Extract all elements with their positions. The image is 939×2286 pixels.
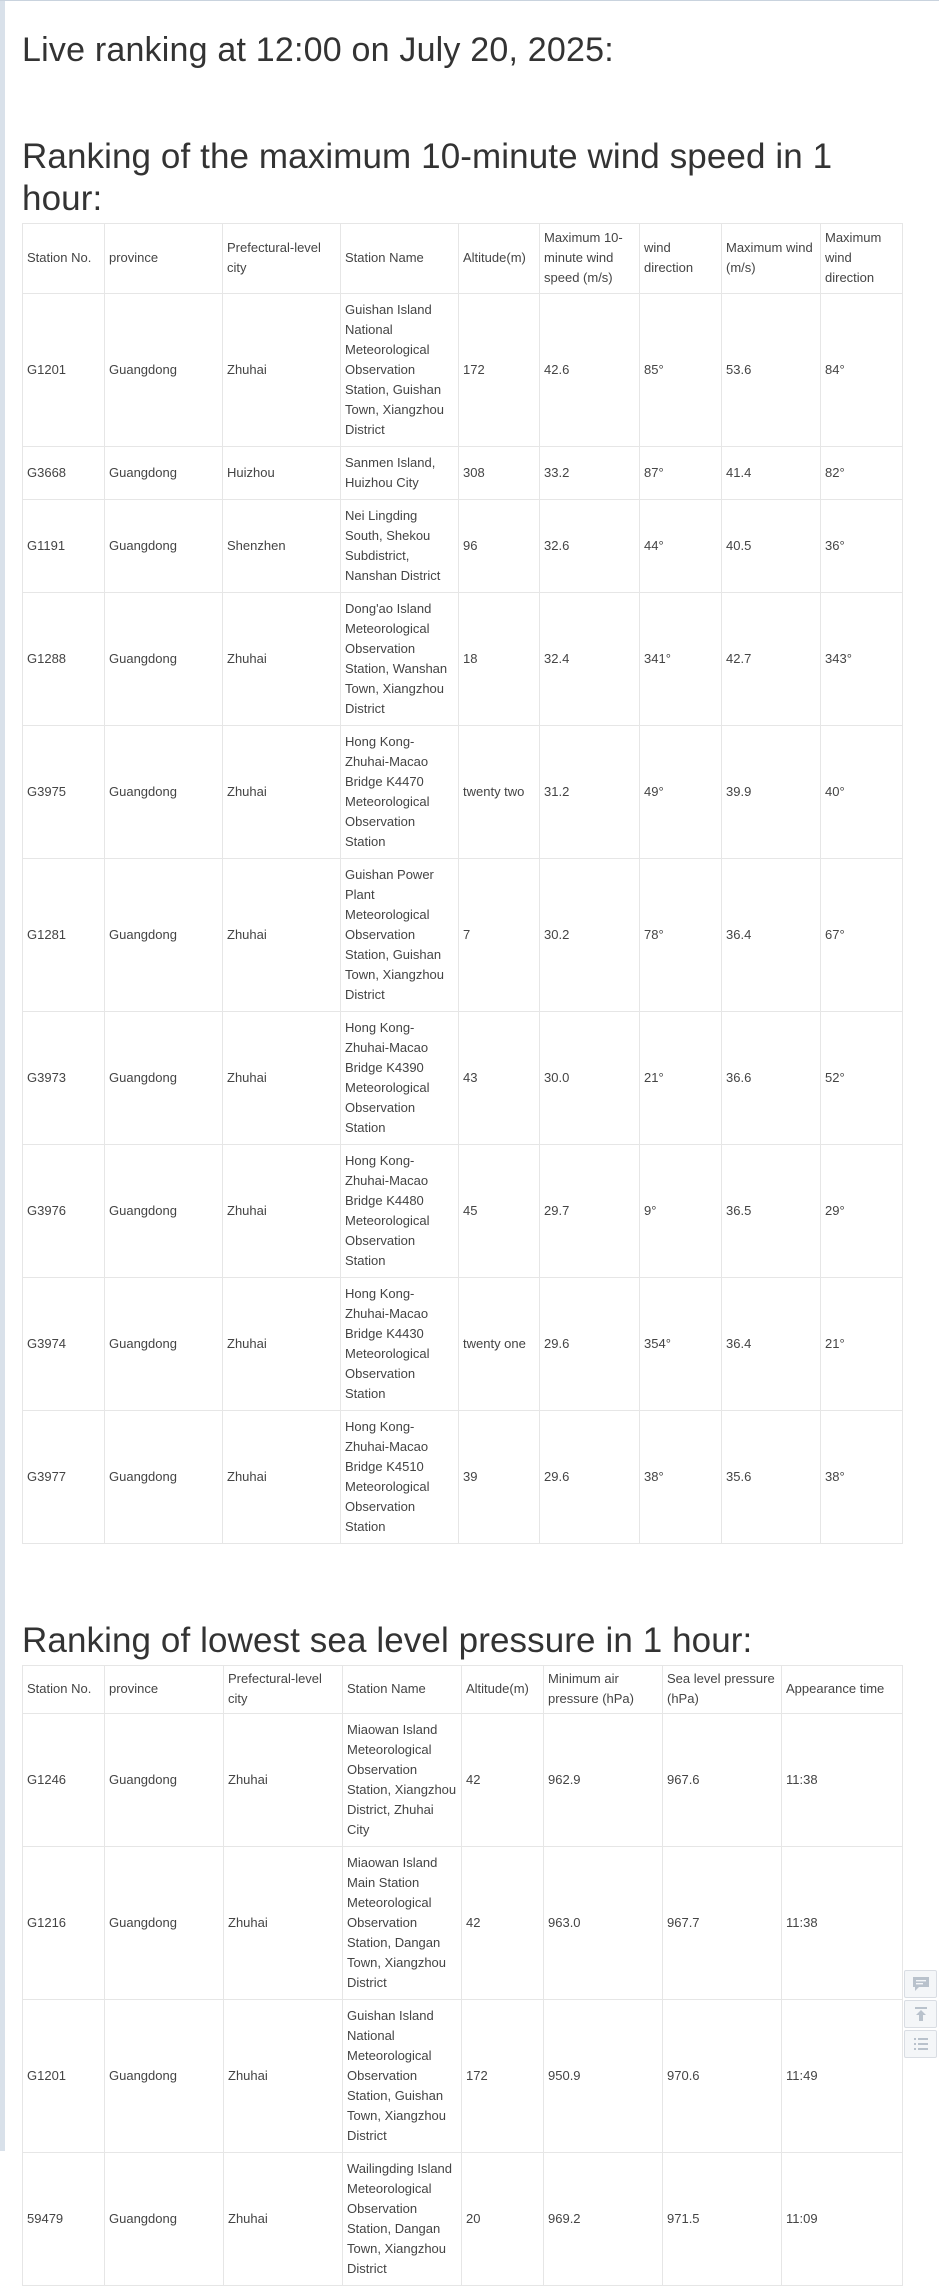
cell-altitude: 43 — [459, 1012, 540, 1145]
cell-province: Guangdong — [105, 2000, 224, 2153]
page-title: Live ranking at 12:00 on July 20, 2025: — [22, 31, 614, 69]
cell-province: Guangdong — [105, 1714, 224, 1847]
cell-station-no: G3976 — [23, 1145, 105, 1278]
cell-province: Guangdong — [105, 500, 223, 593]
table-row — [23, 1411, 903, 1544]
cell-max-10min-wind: 29.6 — [540, 1278, 640, 1411]
cell-station-name: Hong Kong-Zhuhai-Macao Bridge K4470 Meteorological Observation Station — [341, 726, 459, 859]
cell-station-no: G1216 — [23, 1847, 105, 2000]
cell-max-wind-direction: 52° — [821, 1012, 903, 1145]
cell-city: Shenzhen — [223, 500, 341, 593]
cell-province: Guangdong — [105, 726, 223, 859]
cell-province: Guangdong — [105, 2153, 224, 2286]
cell-altitude: 20 — [462, 2153, 544, 2286]
table-row — [23, 2153, 903, 2286]
cell-city: Zhuhai — [224, 1714, 343, 1847]
cell-station-no: G3974 — [23, 1278, 105, 1411]
back-to-top-icon — [913, 2006, 929, 2022]
col-header-city: Prefectural-level city — [224, 1666, 343, 1714]
cell-altitude: 172 — [462, 2000, 544, 2153]
col-header-appearance-time: Appearance time — [782, 1666, 903, 1714]
col-header-station-name: Station Name — [343, 1666, 462, 1714]
pressure-table-header-row — [23, 1666, 903, 1714]
cell-city: Zhuhai — [223, 859, 341, 1012]
cell-min-air-pressure: 969.2 — [544, 2153, 663, 2286]
cell-max-wind: 36.4 — [722, 859, 821, 1012]
cell-city: Zhuhai — [223, 1145, 341, 1278]
cell-city: Zhuhai — [223, 1411, 341, 1544]
cell-appearance-time: 11:38 — [782, 1714, 903, 1847]
cell-max-wind: 36.4 — [722, 1278, 821, 1411]
cell-altitude: 96 — [459, 500, 540, 593]
cell-city: Zhuhai — [223, 726, 341, 859]
cell-sea-level-pressure: 967.7 — [663, 1847, 782, 2000]
table-row — [23, 447, 903, 500]
cell-province: Guangdong — [105, 447, 223, 500]
cell-station-no: G1288 — [23, 593, 105, 726]
list-icon — [913, 2037, 929, 2051]
cell-station-name: Guishan Power Plant Meteorological Observation Station, Guishan Town, Xiangzhou District — [341, 859, 459, 1012]
col-header-wind-direction: wind direction — [640, 224, 722, 294]
cell-max-wind: 41.4 — [722, 447, 821, 500]
cell-min-air-pressure: 963.0 — [544, 1847, 663, 2000]
cell-station-no: G3977 — [23, 1411, 105, 1544]
col-header-province: province — [105, 224, 223, 294]
cell-wind-direction: 85° — [640, 294, 722, 447]
cell-max-wind-direction: 36° — [821, 500, 903, 593]
cell-wind-direction: 354° — [640, 1278, 722, 1411]
table-row — [23, 726, 903, 859]
cell-altitude: twenty one — [459, 1278, 540, 1411]
cell-max-10min-wind: 29.6 — [540, 1411, 640, 1544]
col-header-max-wind: Maximum wind (m/s) — [722, 224, 821, 294]
cell-max-wind: 36.5 — [722, 1145, 821, 1278]
cell-max-10min-wind: 31.2 — [540, 726, 640, 859]
cell-max-10min-wind: 32.4 — [540, 593, 640, 726]
cell-city: Zhuhai — [223, 1012, 341, 1145]
cell-station-name: Hong Kong-Zhuhai-Macao Bridge K4390 Meteorological Observation Station — [341, 1012, 459, 1145]
cell-appearance-time: 11:49 — [782, 2000, 903, 2153]
table-row — [23, 2000, 903, 2153]
cell-station-no: G3975 — [23, 726, 105, 859]
cell-station-name: Guishan Island National Meteorological Observation Station, Guishan Town, Xiangzhou District — [341, 294, 459, 447]
table-row — [23, 294, 903, 447]
cell-altitude: 39 — [459, 1411, 540, 1544]
cell-city: Zhuhai — [223, 593, 341, 726]
cell-max-10min-wind: 32.6 — [540, 500, 640, 593]
cell-station-name: Sanmen Island, Huizhou City — [341, 447, 459, 500]
cell-max-wind: 53.6 — [722, 294, 821, 447]
cell-max-wind: 35.6 — [722, 1411, 821, 1544]
cell-wind-direction: 49° — [640, 726, 722, 859]
table-row — [23, 593, 903, 726]
cell-station-name: Hong Kong-Zhuhai-Macao Bridge K4430 Meteorological Observation Station — [341, 1278, 459, 1411]
comment-icon — [912, 1976, 930, 1992]
col-header-min-air-pressure: Minimum air pressure (hPa) — [544, 1666, 663, 1714]
cell-station-name: Hong Kong-Zhuhai-Macao Bridge K4480 Meteorological Observation Station — [341, 1145, 459, 1278]
cell-max-wind-direction: 84° — [821, 294, 903, 447]
cell-max-wind: 39.9 — [722, 726, 821, 859]
cell-province: Guangdong — [105, 1847, 224, 2000]
cell-city: Zhuhai — [224, 2153, 343, 2286]
cell-altitude: twenty two — [459, 726, 540, 859]
col-header-city: Prefectural-level city — [223, 224, 341, 294]
pressure-ranking-title: Ranking of lowest sea level pressure in 1 hour: — [22, 1621, 753, 1660]
cell-max-10min-wind: 33.2 — [540, 447, 640, 500]
table-row — [23, 859, 903, 1012]
cell-max-wind-direction: 343° — [821, 593, 903, 726]
cell-station-no: G1191 — [23, 500, 105, 593]
col-header-province: province — [105, 1666, 224, 1714]
cell-station-name: Nei Lingding South, Shekou Subdistrict, Nanshan District — [341, 500, 459, 593]
cell-altitude: 45 — [459, 1145, 540, 1278]
cell-province: Guangdong — [105, 1411, 223, 1544]
col-header-station-no: Station No. — [23, 1666, 105, 1714]
cell-wind-direction: 341° — [640, 593, 722, 726]
cell-station-no: G1201 — [23, 2000, 105, 2153]
table-row — [23, 1145, 903, 1278]
cell-altitude: 42 — [462, 1847, 544, 2000]
table-row — [23, 1847, 903, 2000]
cell-min-air-pressure: 950.9 — [544, 2000, 663, 2153]
cell-max-wind-direction: 67° — [821, 859, 903, 1012]
cell-sea-level-pressure: 970.6 — [663, 2000, 782, 2153]
cell-wind-direction: 87° — [640, 447, 722, 500]
wind-table-body — [23, 294, 903, 1544]
col-header-altitude: Altitude(m) — [462, 1666, 544, 1714]
cell-station-no: G3973 — [23, 1012, 105, 1145]
cell-wind-direction: 78° — [640, 859, 722, 1012]
col-header-max-10min-wind: Maximum 10-minute wind speed (m/s) — [540, 224, 640, 294]
col-header-sea-level-pressure: Sea level pressure (hPa) — [663, 1666, 782, 1714]
cell-station-name: Guishan Island National Meteorological Observation Station, Guishan Town, Xiangzhou District — [343, 2000, 462, 2153]
floating-toolbar — [904, 1970, 937, 2060]
comment-button[interactable] — [904, 1970, 937, 1998]
cell-city: Huizhou — [223, 447, 341, 500]
cell-max-wind-direction: 29° — [821, 1145, 903, 1278]
cell-wind-direction: 44° — [640, 500, 722, 593]
cell-max-wind: 40.5 — [722, 500, 821, 593]
col-header-station-no: Station No. — [23, 224, 105, 294]
table-of-contents-button[interactable] — [904, 2030, 937, 2058]
cell-altitude: 42 — [462, 1714, 544, 1847]
cell-min-air-pressure: 962.9 — [544, 1714, 663, 1847]
cell-altitude: 18 — [459, 593, 540, 726]
col-header-station-name: Station Name — [341, 224, 459, 294]
cell-station-no: 59479 — [23, 2153, 105, 2286]
back-to-top-button[interactable] — [904, 2000, 937, 2028]
cell-wind-direction: 21° — [640, 1012, 722, 1145]
cell-station-name: Miaowan Island Meteorological Observation Station, Xiangzhou District, Zhuhai City — [343, 1714, 462, 1847]
table-row — [23, 1278, 903, 1411]
cell-station-no: G1246 — [23, 1714, 105, 1847]
cell-city: Zhuhai — [224, 2000, 343, 2153]
cell-province: Guangdong — [105, 1012, 223, 1145]
cell-appearance-time: 11:38 — [782, 1847, 903, 2000]
pressure-table-body — [23, 1714, 903, 2286]
cell-appearance-time: 11:09 — [782, 2153, 903, 2286]
cell-station-name: Hong Kong-Zhuhai-Macao Bridge K4510 Meteorological Observation Station — [341, 1411, 459, 1544]
cell-station-no: G1201 — [23, 294, 105, 447]
cell-city: Zhuhai — [223, 1278, 341, 1411]
left-border — [0, 0, 5, 2151]
cell-sea-level-pressure: 971.5 — [663, 2153, 782, 2286]
cell-province: Guangdong — [105, 1278, 223, 1411]
cell-max-wind: 36.6 — [722, 1012, 821, 1145]
cell-city: Zhuhai — [223, 294, 341, 447]
cell-altitude: 7 — [459, 859, 540, 1012]
cell-wind-direction: 38° — [640, 1411, 722, 1544]
cell-station-name: Dong'ao Island Meteorological Observation Station, Wanshan Town, Xiangzhou District — [341, 593, 459, 726]
cell-max-10min-wind: 42.6 — [540, 294, 640, 447]
cell-max-wind-direction: 38° — [821, 1411, 903, 1544]
col-header-altitude: Altitude(m) — [459, 224, 540, 294]
wind-table-header-row — [23, 224, 903, 294]
cell-station-no: G1281 — [23, 859, 105, 1012]
pressure-ranking-table — [22, 1665, 903, 2286]
cell-max-10min-wind: 29.7 — [540, 1145, 640, 1278]
cell-sea-level-pressure: 967.6 — [663, 1714, 782, 1847]
cell-max-wind-direction: 21° — [821, 1278, 903, 1411]
cell-city: Zhuhai — [224, 1847, 343, 2000]
cell-max-wind-direction: 40° — [821, 726, 903, 859]
cell-province: Guangdong — [105, 593, 223, 726]
cell-max-wind-direction: 82° — [821, 447, 903, 500]
cell-province: Guangdong — [105, 294, 223, 447]
cell-province: Guangdong — [105, 859, 223, 1012]
table-row — [23, 1714, 903, 1847]
wind-ranking-table — [22, 223, 903, 1544]
table-row — [23, 1012, 903, 1145]
cell-max-wind: 42.7 — [722, 593, 821, 726]
cell-max-10min-wind: 30.0 — [540, 1012, 640, 1145]
cell-station-no: G3668 — [23, 447, 105, 500]
cell-max-10min-wind: 30.2 — [540, 859, 640, 1012]
cell-station-name: Miaowan Island Main Station Meteorological Observation Station, Dangan Town, Xiangzhou District — [343, 1847, 462, 2000]
table-row — [23, 500, 903, 593]
col-header-max-wind-direction: Maximum wind direction — [821, 224, 903, 294]
cell-province: Guangdong — [105, 1145, 223, 1278]
cell-station-name: Wailingding Island Meteorological Observation Station, Dangan Town, Xiangzhou District — [343, 2153, 462, 2286]
cell-altitude: 172 — [459, 294, 540, 447]
article-content — [22, 0, 902, 2286]
cell-altitude: 308 — [459, 447, 540, 500]
cell-wind-direction: 9° — [640, 1145, 722, 1278]
wind-ranking-title: Ranking of the maximum 10-minute wind speed in 1 hour: — [22, 137, 833, 218]
